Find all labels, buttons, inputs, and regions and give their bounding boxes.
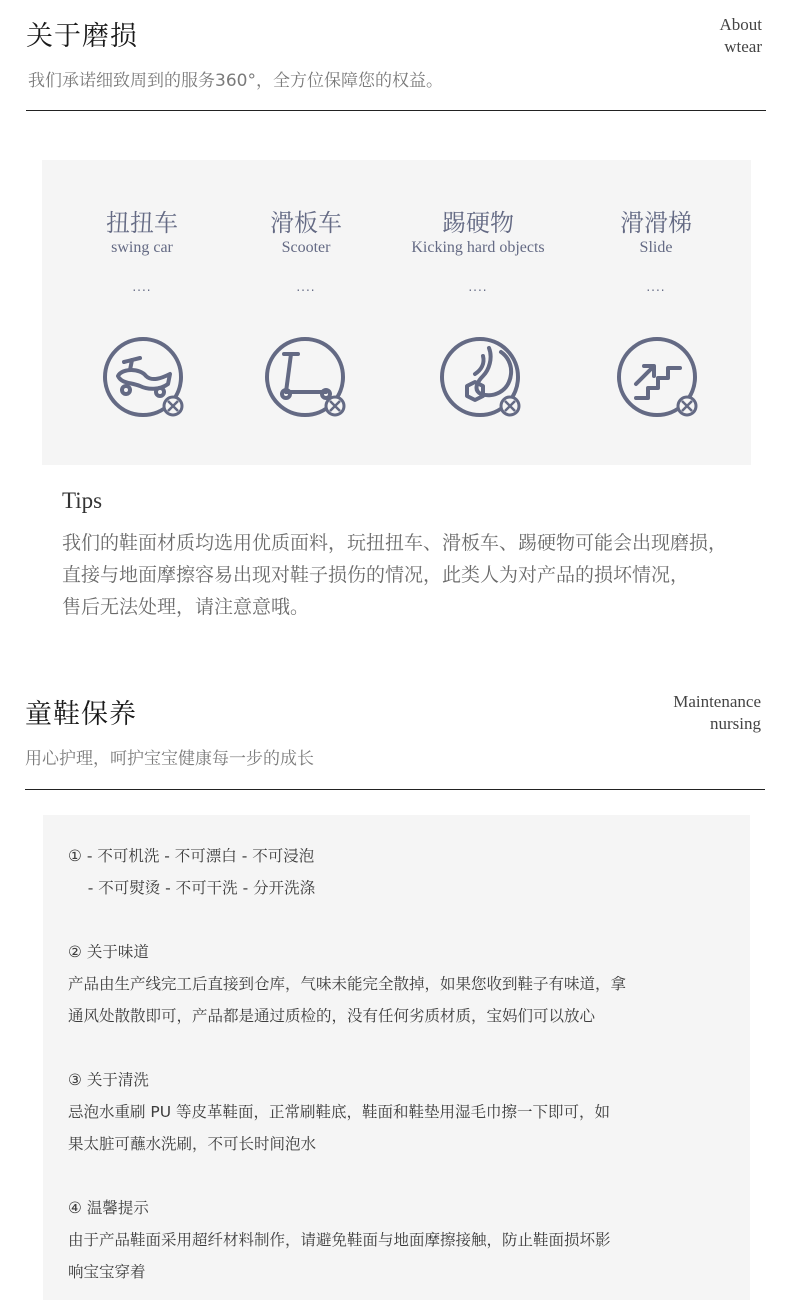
wear-subtitle: 我们承诺细致周到的服务360°，全方位保障您的权益。: [28, 71, 443, 91]
care-title: 童鞋保养: [25, 699, 137, 730]
wear-item-cn: 踢硬物: [442, 209, 514, 237]
care-content: [68, 840, 738, 1288]
care-subtitle: 用心护理，呵护宝宝健康每一步的成长: [25, 749, 314, 769]
wear-item-cn: 滑板车: [270, 209, 342, 237]
wear-item-dots: ....: [132, 280, 152, 294]
care-en-line1: Maintenance: [673, 692, 761, 711]
wear-en-line2: wtear: [724, 37, 762, 56]
care-line: - 不可熨烫 - 不可干洗 - 分开洗涤: [68, 879, 316, 897]
wear-item-swing-car: [67, 208, 217, 294]
care-panel: [43, 815, 750, 1300]
care-block-smell: [68, 936, 738, 1032]
scooter-icon: [262, 334, 352, 424]
wear-item-dots: ....: [646, 280, 666, 294]
slide-icon: [614, 334, 704, 424]
wear-panel: [42, 160, 751, 465]
care-line: ④ 温馨提示: [68, 1199, 149, 1217]
kicking-hard-objects-icon: [437, 334, 527, 424]
care-line: 忌泡水重刷 PU 等皮革鞋面，正常刷鞋底，鞋面和鞋垫用湿毛巾擦一下即可，如: [68, 1103, 611, 1121]
wear-item-dots: ....: [468, 280, 488, 294]
wear-en-line1: About: [719, 15, 762, 34]
tips-line: 我们的鞋面材质均选用优质面料，玩扭扭车、滑板车、踢硬物可能会出现磨损，: [62, 532, 728, 554]
wear-item-dots: ....: [296, 280, 316, 294]
wear-item-cn: 扭扭车: [106, 209, 178, 237]
care-block-wash: [68, 840, 738, 904]
wear-item-scooter: [231, 208, 381, 294]
swing-car-icon: [100, 334, 190, 424]
wear-item-slide: [581, 208, 731, 294]
care-english-heading: [673, 691, 761, 735]
care-line: 果太脏可蘸水洗刷，不可长时间泡水: [68, 1135, 317, 1153]
wear-divider: [26, 110, 766, 111]
wear-item-en: Kicking hard objects: [411, 239, 545, 256]
care-line: 通风处散散即可，产品都是通过质检的，没有任何劣质材质，宝妈们可以放心: [68, 1007, 596, 1025]
care-line: 由于产品鞋面采用超纤材料制作，请避免鞋面与地面摩擦接触，防止鞋面损坏影: [68, 1231, 611, 1249]
tips-title: Tips: [62, 488, 103, 513]
wear-item-en: swing car: [111, 239, 173, 256]
care-line: ③ 关于清洗: [68, 1071, 149, 1089]
care-en-line2: nursing: [710, 714, 761, 733]
tips-line: 售后无法处理，请注意意哦。: [62, 596, 310, 618]
care-block-cleaning: [68, 1064, 738, 1160]
tips-body: [62, 527, 762, 623]
wear-item-en: Slide: [639, 239, 673, 256]
care-block-reminder: [68, 1192, 738, 1288]
wear-item-kicking: [403, 208, 553, 294]
wear-item-cn: 滑滑梯: [620, 209, 692, 237]
care-line: 响宝宝穿着: [68, 1263, 146, 1281]
care-line: ② 关于味道: [68, 943, 149, 961]
tips-line: 直接与地面摩擦容易出现对鞋子损伤的情况，此类人为对产品的损坏情况，: [62, 564, 690, 586]
care-line: ① - 不可机洗 - 不可漂白 - 不可浸泡: [68, 847, 315, 865]
care-line: 产品由生产线完工后直接到仓库，气味未能完全散掉，如果您收到鞋子有味道，拿: [68, 975, 627, 993]
wear-item-en: Scooter: [281, 239, 331, 256]
care-divider: [25, 789, 765, 790]
wear-title: 关于磨损: [26, 21, 138, 52]
wear-english-heading: [720, 14, 763, 58]
